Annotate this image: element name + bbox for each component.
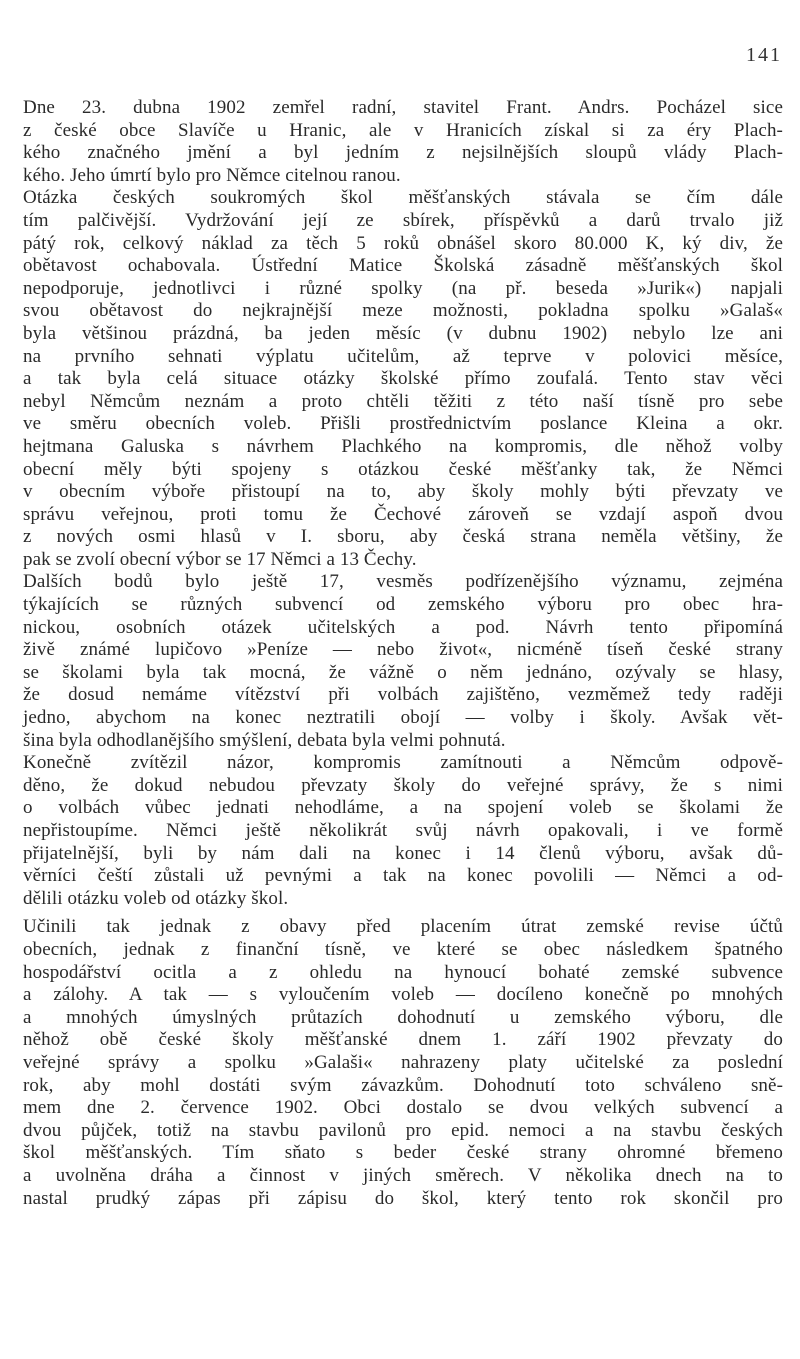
text-line: se školami byla tak mocná, že vážně o něm jednáno, ozývaly se hlasy, bbox=[23, 661, 783, 683]
text-line: Dne 23. dubna 1902 zemřel radní, stavitel Frant. Andrs. Pocházel sice bbox=[23, 97, 783, 118]
paragraph bbox=[23, 571, 783, 752]
text-line: obětavost ochabovala. Ústřední Matice Školská zásadně měšťanských škol bbox=[23, 255, 783, 277]
text-line: něhož obě české školy měšťanské dnem 1. září 1902 převzaty do bbox=[23, 1029, 783, 1051]
text-line: Dalších bodů bylo ještě 17, vesměs podřízenějšího významu, zejména bbox=[23, 571, 783, 593]
text-line: pátý rok, celkový náklad za těch 5 roků obnášel skoro 80.000 K, ký div, že bbox=[23, 232, 783, 254]
text-line: a zálohy. A tak — s vyloučením voleb — docíleno konečně po mnohých bbox=[23, 984, 783, 1006]
text-line: jedno, abychom na konec neztratili obojí — volby i školy. Avšak vět- bbox=[23, 707, 783, 729]
paragraph bbox=[23, 97, 783, 187]
text-line: z české obce Slavíče u Hranic, ale v Hranicích získal si za éry Plach- bbox=[23, 119, 783, 141]
text-line: a uvolněna dráha a činnost v jiných směrech. V několika dnech na to bbox=[23, 1164, 783, 1186]
paragraph bbox=[23, 916, 783, 1210]
text-line: obecních, jednak z finanční tísně, ve které se obec následkem špatného bbox=[23, 938, 783, 960]
text-line: mem dne 2. července 1902. Obci dostalo se dvou velkých subvencí a bbox=[23, 1097, 783, 1119]
text-line: Konečně zvítězil názor, kompromis zamítnouti a Němcům odpově- bbox=[23, 752, 783, 774]
text-line: nickou, osobních otázek učitelských a pod. Návrh tento připomíná bbox=[23, 616, 783, 638]
text-line: o volbách vůbec jednati nehodláme, a na spojení voleb se školami že bbox=[23, 797, 783, 819]
text-line: Učinili tak jednak z obavy před placením útrat zemské revise účtů bbox=[23, 916, 783, 938]
text-line: a tak byla celá situace otázky školské přímo zoufalá. Tento stav věci bbox=[23, 368, 783, 390]
text-line: svou obětavost do nejkrajnější meze možnosti, pokladna spolku »Galaš« bbox=[23, 300, 783, 322]
text-line: tím palčivější. Vydržování její ze sbírek, příspěvků a darů trvalo již bbox=[23, 209, 783, 231]
text-line: dělili otázku voleb od otázky škol. bbox=[23, 887, 289, 909]
text-line: týkajících se různých subvencí od zemského výboru pro obec hra- bbox=[23, 594, 783, 616]
text-line: a mnohých úmyslných průtazích dohodnutí u zemského výboru, dle bbox=[23, 1006, 783, 1028]
text-line: nebyl Němcům neznám a proto chtěli těžiti z této naší tísně pro sebe bbox=[23, 390, 783, 412]
text-line: byla většinou prázdná, ba jeden měsíc (v dubnu 1902) nebylo lze ani bbox=[23, 322, 783, 344]
text-line: kého. Jeho úmrtí bylo pro Němce citelnou ranou. bbox=[23, 164, 401, 186]
text-line: děno, že dokud nebudou převzaty školy do veřejné správy, že s nimi bbox=[23, 774, 783, 796]
text-line: nepřistoupíme. Němci ještě několikrát svůj návrh opakovali, i ve formě bbox=[23, 820, 783, 841]
text-line: Otázka českých soukromých škol měšťanských stávala se čím dále bbox=[23, 187, 783, 209]
text-line: z nových osmi hlasů v I. sboru, aby česká strana neměla většiny, že bbox=[23, 526, 783, 548]
text-line: přijatelnější, byli by nám dali na konec i 14 členů výboru, avšak dů- bbox=[23, 842, 783, 864]
text-line: škol měšťanských. Tím sňato s beder české strany ohromné břemeno bbox=[23, 1142, 783, 1164]
text-line: obecní měly býti spojeny s otázkou české měšťanky tak, že Němci bbox=[23, 458, 783, 480]
text-line: ve směru obecních voleb. Přišli prostřednictvím poslance Kleina a okr. bbox=[23, 413, 783, 435]
text-line: v obecním výboře přistoupí na to, aby školy mohly býti převzaty ve bbox=[23, 481, 783, 503]
text-line: šina byla odhodlanějšího smýšlení, debata byla velmi pohnutá. bbox=[23, 729, 506, 751]
page-number: 141 bbox=[746, 44, 782, 66]
text-line: věrníci čeští zůstali už pevnými a tak na konec povolili — Němci a od- bbox=[23, 865, 783, 887]
text-line: dvou půjček, totiž na stavbu pavilonů pro epid. nemoci a na stavbu českých bbox=[23, 1119, 783, 1141]
text-line: že dosud nemáme vítězství při volbách zajištěno, vezměmež tedy raději bbox=[23, 684, 783, 706]
text-line: kého značného jmění a byl jedním z nejsilnějších sloupů vlády Plach- bbox=[23, 142, 783, 164]
paragraph bbox=[23, 752, 783, 910]
text-line: nastal prudký zápas při zápisu do škol, který tento rok skončil pro bbox=[23, 1187, 783, 1209]
text-line: na prvního sehnati výplatu učitelům, až teprve v polovici měsíce, bbox=[23, 345, 783, 367]
text-line: rok, aby mohl dostáti svým závazkům. Dohodnutí toto schváleno sně- bbox=[23, 1074, 783, 1096]
text-line: hejtmana Galuska s návrhem Plachkého na kompromis, dle něhož volby bbox=[23, 435, 783, 457]
text-line: živě známé lupičovo »Peníze — nebo život«, nicméně tíseň české strany bbox=[23, 639, 783, 661]
text-line: hospodářství ocitla a z ohledu na hynoucí bohaté zemské subvence bbox=[23, 961, 783, 983]
body-text bbox=[23, 97, 783, 1210]
paragraph bbox=[23, 187, 783, 571]
text-line: správu veřejnou, proti tomu že Čechové zároveň se vzdají aspoň dvou bbox=[23, 503, 783, 525]
text-line: pak se zvolí obecní výbor se 17 Němci a 13 Čechy. bbox=[23, 548, 417, 570]
text-line: nepodporuje, jednotlivci i různé spolky (na př. beseda »Jurik«) napjali bbox=[23, 277, 783, 299]
text-line: veřejné správy a spolku »Galaši« nahrazeny platy učitelské za poslední bbox=[23, 1051, 783, 1073]
